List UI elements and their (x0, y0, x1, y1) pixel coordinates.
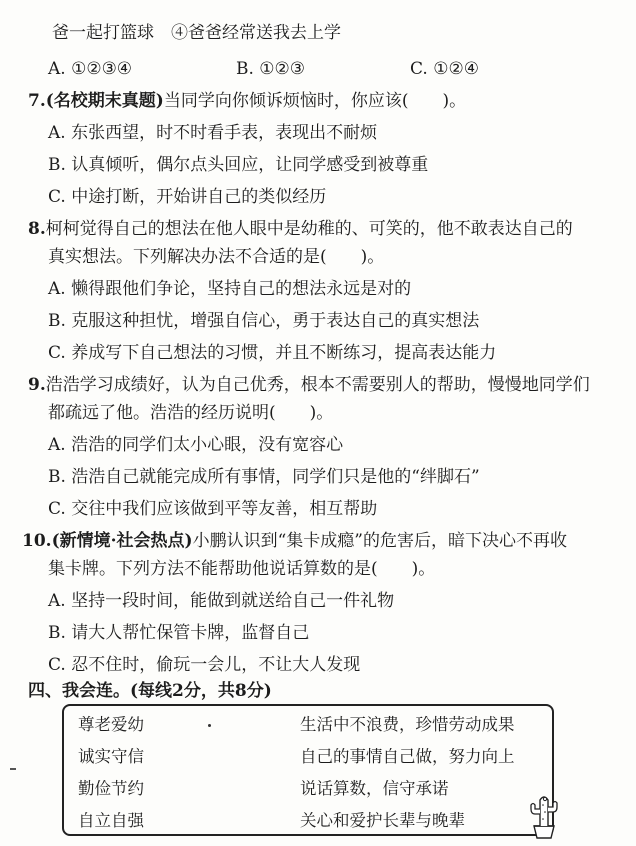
question-8-option-c[interactable]: C. 养成写下自己想法的习惯，并且不断练习，提高表达能力 (48, 343, 497, 363)
stray-dot (208, 724, 211, 727)
question-number: 9. (28, 375, 46, 395)
match-left-4[interactable]: 自立自强 (78, 811, 144, 830)
question-10-stem-cont: 集卡牌。下列方法不能帮助他说话算数的是( )。 (48, 559, 436, 579)
match-left-3[interactable]: 勤俭节约 (78, 779, 144, 798)
question-8-stem (28, 218, 573, 240)
question-8-stem-cont: 真实想法。下列解决办法不合适的是( )。 (48, 247, 385, 267)
option-c[interactable]: C. ①②④ (410, 59, 479, 79)
match-right-3[interactable]: 说话算数，信守承诺 (300, 779, 449, 798)
match-left-1[interactable]: 尊老爱幼 (78, 715, 144, 734)
option-b[interactable]: B. ①②③ (236, 59, 306, 79)
question-tag: (新情境·社会热点) (51, 531, 193, 551)
question-text: 小鹏认识到“集卡成瘾”的危害后，暗下决心不再收 (192, 531, 567, 551)
question-7-option-a[interactable]: A. 东张西望，时不时看手表，表现出不耐烦 (48, 123, 378, 143)
match-right-4[interactable]: 关心和爱护长辈与晚辈 (300, 811, 465, 830)
question-9-stem (28, 374, 590, 396)
cactus-icon (524, 790, 564, 840)
question-tag: (名校期末真题) (45, 91, 164, 111)
question-7-option-c[interactable]: C. 中途打断，开始讲自己的类似经历 (48, 187, 327, 207)
question-7-stem (28, 90, 466, 112)
question-9-option-b[interactable]: B. 浩浩自己就能完成所有事情，同学们只是他的“绊脚石” (48, 467, 480, 487)
question-7-option-b[interactable]: B. 认真倾听，偶尔点头回应，让同学感受到被尊重 (48, 155, 429, 175)
match-right-2[interactable]: 自己的事情自己做，努力向上 (300, 747, 515, 766)
question-8-option-b[interactable]: B. 克服这种担忧，增强自信心，勇于表达自己的真实想法 (48, 311, 480, 331)
question-10-stem (22, 530, 567, 552)
carry-over-line: 爸一起打篮球 ④爸爸经常送我去上学 (52, 23, 341, 43)
option-a[interactable]: A. ①②③④ (48, 59, 133, 79)
question-9-option-c[interactable]: C. 交往中我们应该做到平等友善，相互帮助 (48, 499, 378, 519)
question-number: 7. (28, 91, 46, 111)
question-text: 柯柯觉得自己的想法在他人眼中是幼稚的、可笑的，他不敢表达自己的 (45, 219, 573, 239)
margin-mark (10, 768, 16, 770)
question-9-option-a[interactable]: A. 浩浩的同学们太小心眼，没有宽容心 (48, 435, 344, 455)
question-number: 10. (22, 531, 52, 551)
question-9-stem-cont: 都疏远了他。浩浩的经历说明( )。 (48, 403, 334, 423)
question-text: 当同学向你倾诉烦恼时，你应该( )。 (163, 91, 467, 111)
question-text: 浩浩学习成绩好，认为自己优秀，根本不需要别人的帮助，慢慢地同学们 (45, 375, 590, 395)
question-10-option-b[interactable]: B. 请大人帮忙保管卡牌，监督自己 (48, 623, 310, 643)
match-right-1[interactable]: 生活中不浪费，珍惜劳动成果 (300, 715, 515, 734)
question-number: 8. (28, 219, 46, 239)
question-10-option-a[interactable]: A. 坚持一段时间，能做到就送给自己一件礼物 (48, 591, 395, 611)
question-8-option-a[interactable]: A. 懒得跟他们争论，坚持自己的想法永远是对的 (48, 279, 412, 299)
match-left-2[interactable]: 诚实守信 (78, 747, 144, 766)
question-10-option-c[interactable]: C. 忍不住时，偷玩一会儿，不让大人发现 (48, 655, 361, 675)
section-4-heading (28, 680, 272, 702)
section-title: 四、我会连。 (28, 681, 130, 701)
section-score-note: (每线2分，共8分) (130, 681, 272, 701)
